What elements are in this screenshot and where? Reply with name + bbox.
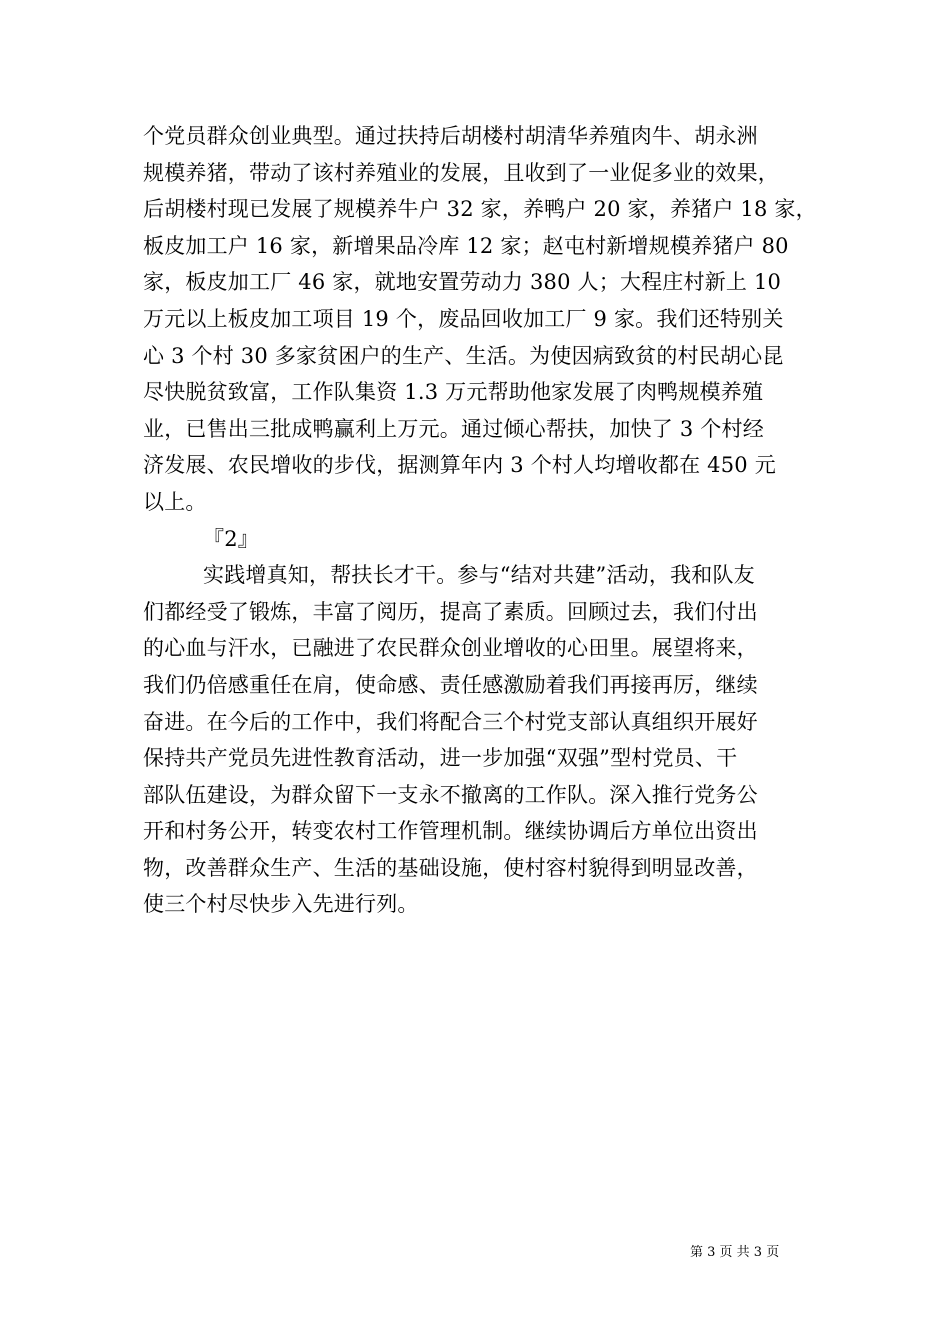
text-line: 物，改善群众生产、生活的基础设施，使村容村貌得到明显改善， xyxy=(143,855,758,880)
text-line: 部队伍建设，为群众留下一支永不撤离的工作队。深入推行党务公 xyxy=(143,782,758,807)
text-line: 的心血与汗水，已融进了农民群众创业增收的心田里。展望将来， xyxy=(143,636,758,661)
text-line: 万元以上板皮加工项目 19 个，废品回收加工厂 9 家。我们还特别关 xyxy=(143,306,784,331)
paragraph-2 xyxy=(143,557,815,923)
text-line: 以上。 xyxy=(143,489,207,514)
text-line: 板皮加工户 16 家，新增果品冷库 12 家；赵屯村新增规模养猪户 80 xyxy=(143,233,789,258)
text-line: 们都经受了锻炼，丰富了阅历，提高了素质。回顾过去，我们付出 xyxy=(143,599,758,624)
page-number-footer: 第 3 页 共 3 页 xyxy=(690,1245,780,1260)
paragraph-1 xyxy=(143,118,815,521)
text-line: 使三个村尽快步入先进行列。 xyxy=(143,892,419,917)
text-line: 尽快脱贫致富，工作队集资 1.3 万元帮助他家发展了肉鸭规模养殖 xyxy=(143,380,764,405)
text-line: 家，板皮加工厂 46 家，就地安置劳动力 380 人；大程庄村新上 10 xyxy=(143,270,782,295)
text-line: 实践增真知，帮扶长才干。参与“结对共建”活动，我和队友 xyxy=(203,563,755,588)
text-line: 规模养猪，带动了该村养殖业的发展，且收到了一业促多业的效果， xyxy=(143,160,779,185)
text-line: 业，已售出三批成鸭赢利上万元。通过倾心帮扶，加快了 3 个村经 xyxy=(143,416,764,441)
text-line: 我们仍倍感重任在肩，使命感、责任感激励着我们再接再厉，继续 xyxy=(143,672,758,697)
text-line: 济发展、农民增收的步伐，据测算年内 3 个村人均增收都在 450 元 xyxy=(143,453,776,478)
text-line: 奋进。在今后的工作中，我们将配合三个村党支部认真组织开展好 xyxy=(143,709,758,734)
text-line: 后胡楼村现已发展了规模养牛户 32 家，养鸭户 20 家，养猪户 18 家， xyxy=(143,197,817,222)
text-line: 心 3 个村 30 多家贫困户的生产、生活。为使因病致贫的村民胡心昆 xyxy=(143,343,784,368)
section-marker: 『2』 xyxy=(203,526,259,551)
body-text xyxy=(143,118,815,923)
text-line: 个党员群众创业典型。通过扶持后胡楼村胡清华养殖肉牛、胡永洲 xyxy=(143,124,758,148)
text-line: 开和村务公开，转变农村工作管理机制。继续协调后方单位出资出 xyxy=(143,819,758,844)
text-line: 保持共产党员先进性教育活动，进一步加强“双强”型村党员、干 xyxy=(143,746,738,771)
